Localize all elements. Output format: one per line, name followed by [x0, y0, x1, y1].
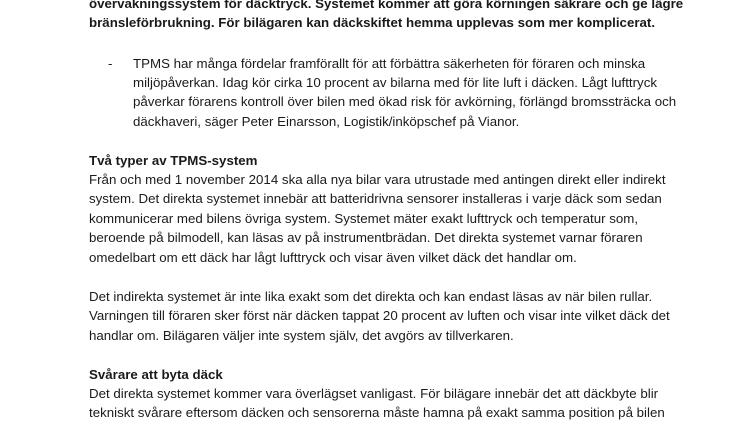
body-line: Från och med 1 november 2014 ska alla nya bilar vara utrustade med antingen direkt eller indirekt — [89, 172, 666, 187]
body-line: Det direkta systemet kommer vara överlägset vanligast. För bilägare innebär det att däckbyte blir — [89, 386, 659, 401]
body-line: Varningen till föraren sker först när däcken tappat 20 procent av luften och visar inte vilket däck det — [89, 308, 670, 323]
body-line: Det indirekta systemet är inte lika exakt som det direkta och kan endast läsas av när bilen rullar. — [89, 289, 653, 304]
bullet-dash: - — [108, 56, 113, 71]
quote-line: TPMS har många fördelar framförallt för att förbättra säkerheten för föraren och minska — [133, 56, 646, 71]
quote-line: däckhaveri, säger Peter Einarsson, Logistik/inköpschef på Vianor. — [133, 114, 520, 129]
body-line: tekniskt svårare eftersom däcken och sensorerna måste hamna på exakt samma position på bilen — [89, 405, 665, 420]
body-line: handlar om. Bilägaren väljer inte system själv, det avgörs av tillverkaren. — [89, 328, 514, 343]
intro-line: bränsleförbrukning. För bilägaren kan däckskiftet hemma upplevas som mer komplicerat. — [89, 15, 656, 30]
section-heading: Svårare att byta däck — [89, 367, 223, 382]
intro-line: övervakningssystem för däcktryck. Systemet kommer att göra körningen säkrare och ge lägre — [89, 0, 684, 11]
quote-line: påverkar förarens kontroll över bilen med ökad risk för avkörning, förlängd bromssträcka och — [133, 94, 677, 109]
body-line: kommunicerar med bilens övriga system. Systemet mäter exakt lufttryck och temperatur som, — [89, 211, 639, 226]
quote-line: miljöpåverkan. Idag kör cirka 10 procent av bilarna med för lite luft i däcken. Lågt lufttryck — [133, 75, 657, 90]
body-line: system. Det direkta systemet innebär att batteridrivna sensorer installeras i varje däck som sedan — [89, 191, 662, 206]
section-heading: Två typer av TPMS-system — [89, 153, 258, 168]
body-line: beroende på bilmodell, kan läsas av på instrumentbrädan. Det direkta systemet varnar föraren — [89, 230, 643, 245]
body-line: omedelbart om ett däck har lågt lufttryck och visar även vilket däck det handlar om. — [89, 250, 577, 265]
